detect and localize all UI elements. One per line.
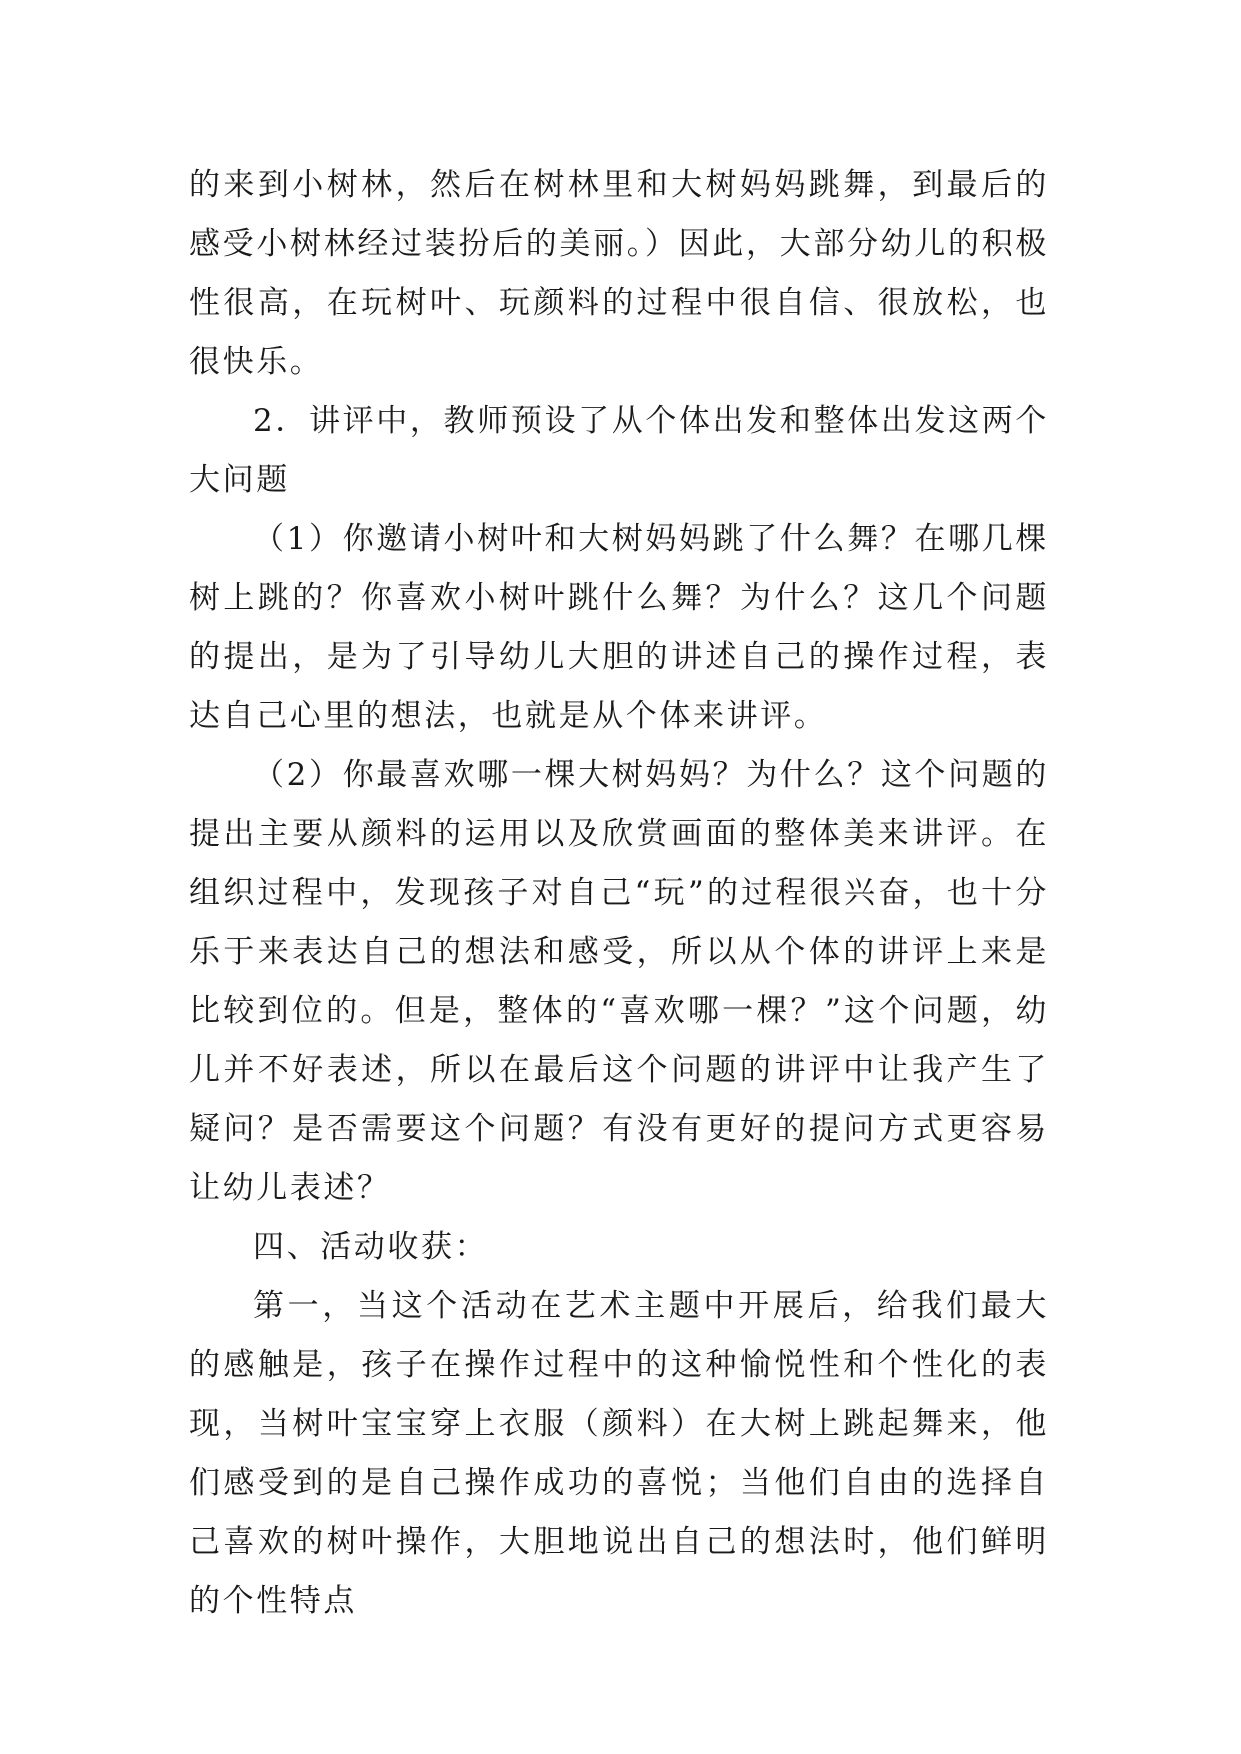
paragraph-continuation: 的来到小树林，然后在树林里和大树妈妈跳舞，到最后的感受小树林经过装扮后的美丽。）因此，大部分幼儿的积极性很高，在玩树叶、玩颜料的过程中很自信、很放松，也很快乐。 xyxy=(189,167,1049,380)
paragraph-gain-1: 第一，当这个活动在艺术主题中开展后，给我们最大的感触是，孩子在操作过程中的这种愉悦性和个性化的表现，当树叶宝宝穿上衣服（颜料）在大树上跳起舞来，他们感受到的是自己操作成功的喜悦；当他们自由的选择自己喜欢的树叶操作，大胆地说出自己的想法时，他们鲜明的个性特点 xyxy=(189,1288,1049,1619)
paragraph-question-1: （1）你邀请小树叶和大树妈妈跳了什么舞？在哪几棵树上跳的？你喜欢小树叶跳什么舞？为什么？这几个问题的提出，是为了引导幼儿大胆的讲述自己的操作过程，表达自己心里的想法，也就是从个体来讲评。 xyxy=(189,521,1049,734)
section-heading-activity-gains: 四、活动收获： xyxy=(253,1229,489,1265)
document-body xyxy=(189,156,1049,1631)
paragraph-question-2: （2）你最喜欢哪一棵大树妈妈？为什么？这个问题的提出主要从颜料的运用以及欣赏画面的整体美来讲评。在组织过程中，发现孩子对自己“玩”的过程很兴奋，也十分乐于来表达自己的想法和感受，所以从个体的讲评上来是比较到位的。但是，整体的“喜欢哪一棵？”这个问题，幼儿并不好表述，所以在最后这个问题的讲评中让我产生了疑问？是否需要这个问题？有没有更好的提问方式更容易让幼儿表述？ xyxy=(189,757,1049,1206)
paragraph-point-2: 2．讲评中，教师预设了从个体出发和整体出发这两个大问题 xyxy=(189,403,1049,498)
